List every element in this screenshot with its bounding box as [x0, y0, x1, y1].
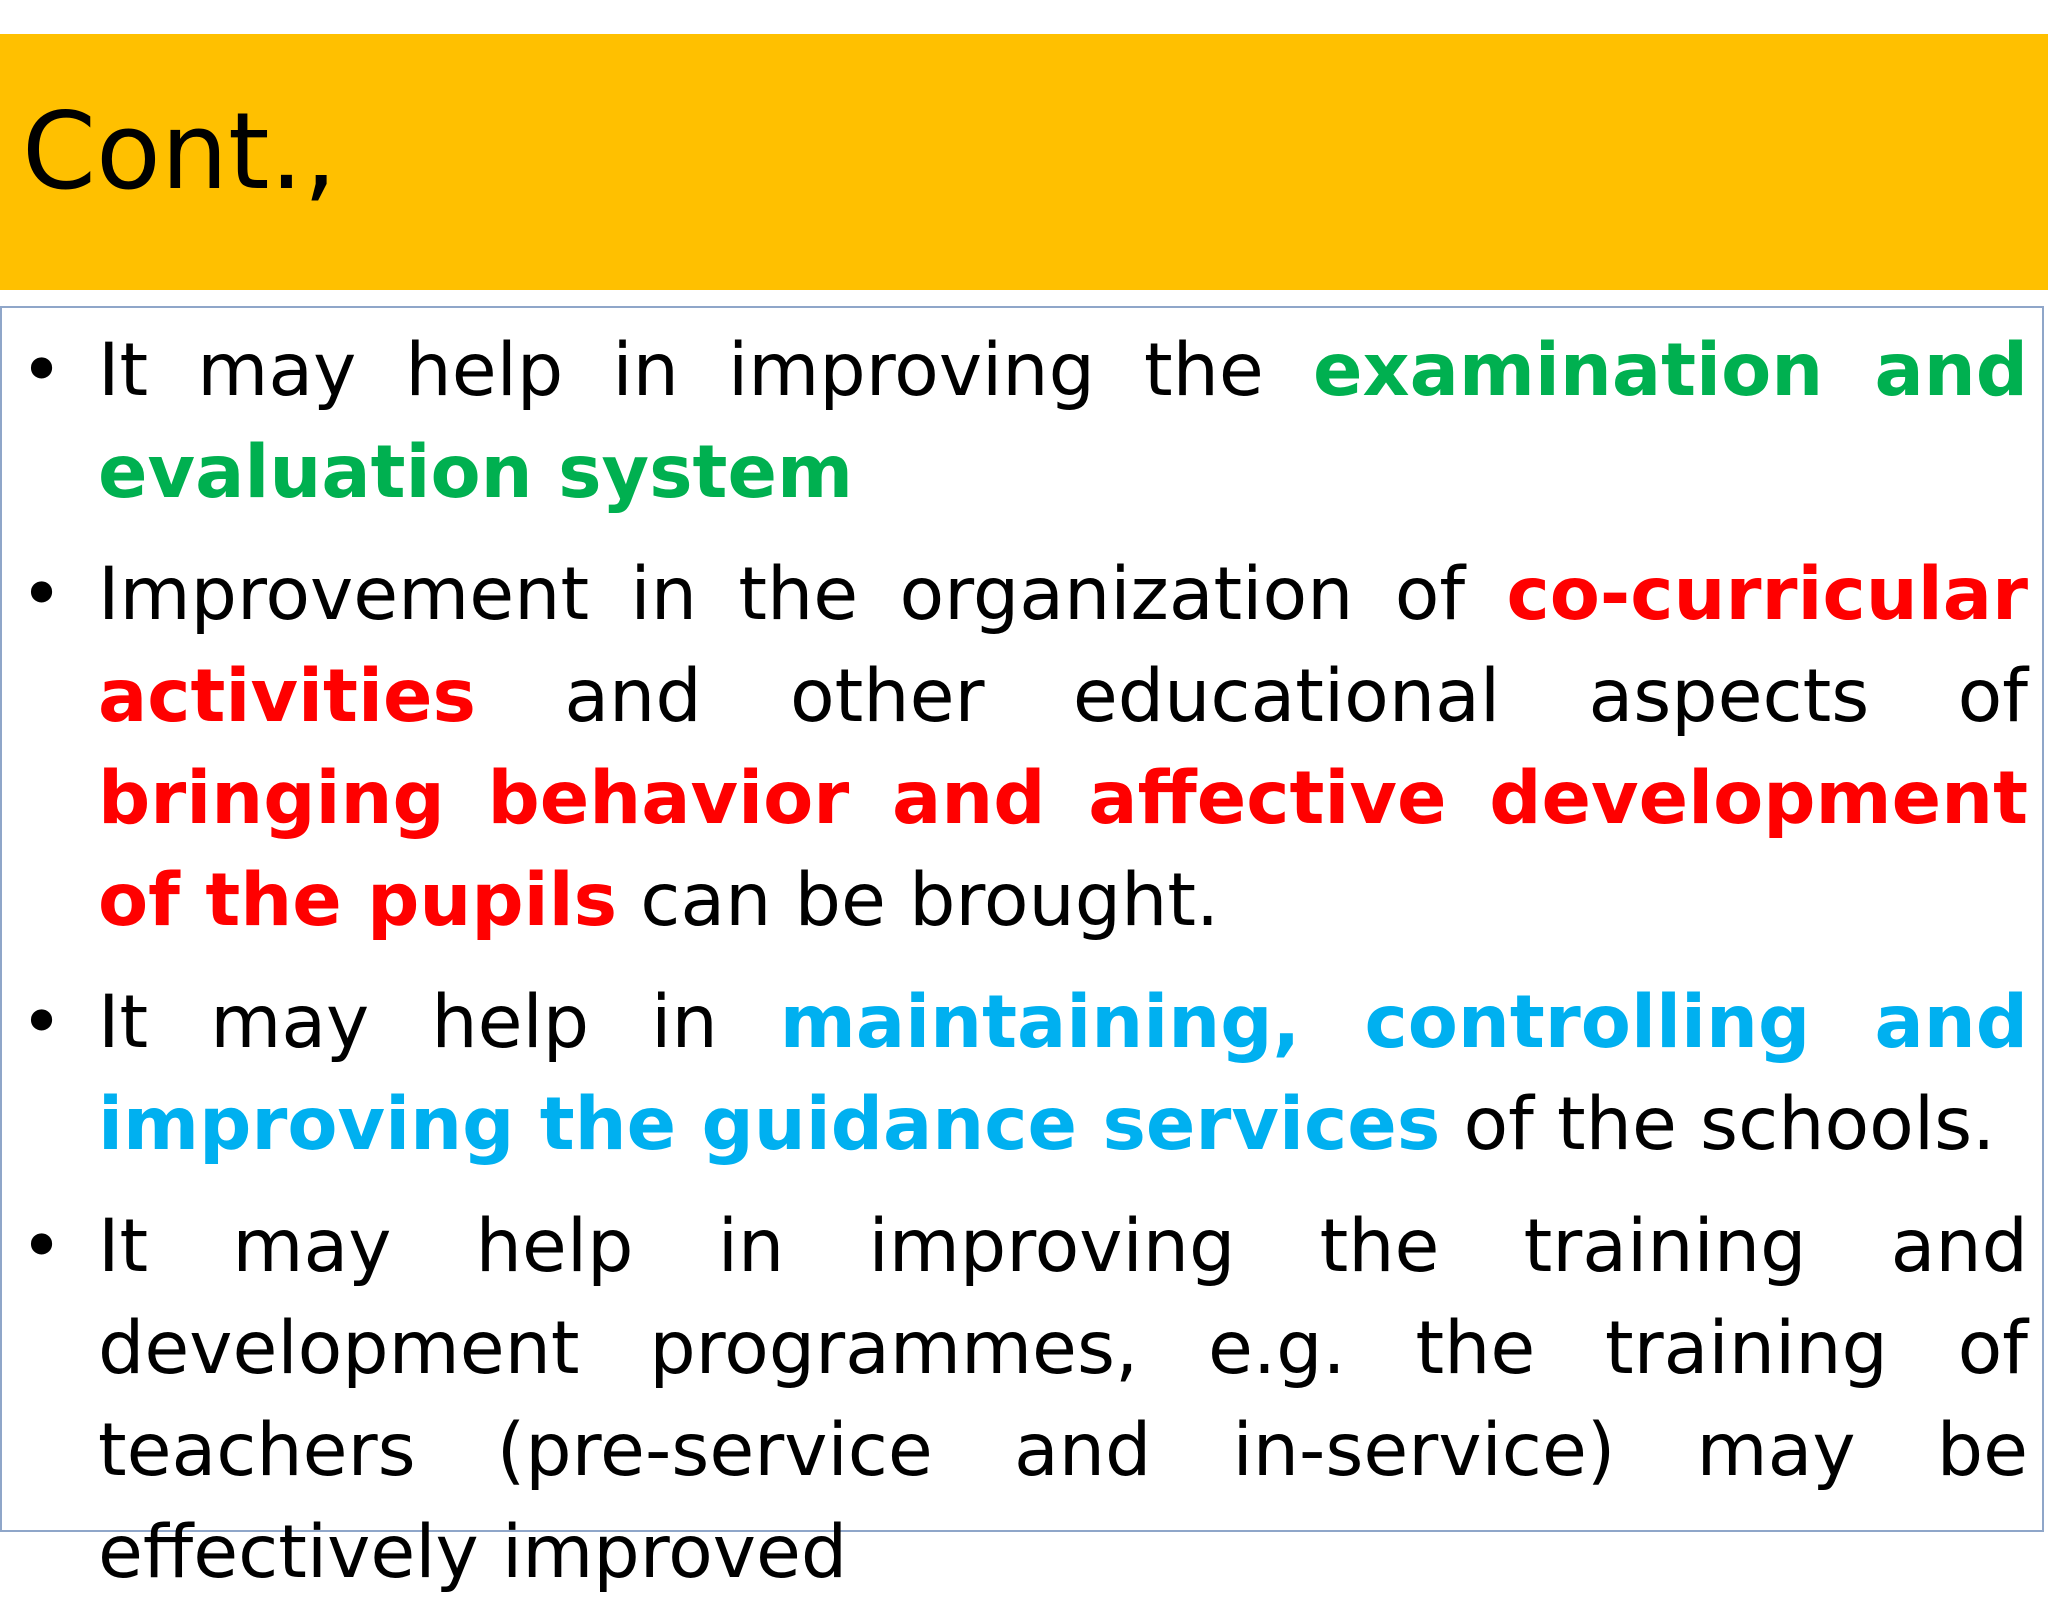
- slide-title: Cont.,: [22, 90, 337, 213]
- bullet-text-segment: It may help in improving the: [98, 328, 1313, 413]
- bullet-text-segment: Improvement in the organization of: [98, 552, 1507, 637]
- bullet-item: [0, 320, 2028, 524]
- bullet-text-segment: of the schools.: [1440, 1082, 1996, 1167]
- bullet-marker: •: [20, 328, 64, 413]
- bullet-marker: •: [20, 1204, 64, 1289]
- bullet-text-segment: It may help in improving the training and development programmes, e.g. the training of teachers (pre-service and in-service) may be effectively improved: [98, 1204, 2028, 1595]
- highlight-phrase: bringing behavior and affective development of the pupils: [98, 756, 2028, 943]
- highlight-phrase: co-curricular activities: [98, 552, 2028, 739]
- bullet-item: [0, 1196, 2028, 1604]
- bullet-marker: •: [20, 552, 64, 637]
- bullet-text-segment: It may help in: [98, 980, 780, 1065]
- bullet-text-segment: can be brought.: [617, 858, 1220, 943]
- bullet-marker: •: [20, 980, 64, 1065]
- highlight-phrase: examination and evaluation system: [98, 328, 2028, 515]
- bullet-text-segment: and other educational aspects of: [475, 654, 2028, 739]
- bullet-list: [0, 320, 2028, 1624]
- highlight-phrase: maintaining, controlling and improving the guidance services: [98, 980, 2028, 1167]
- bullet-item: [0, 972, 2028, 1176]
- bullet-item: [0, 544, 2028, 952]
